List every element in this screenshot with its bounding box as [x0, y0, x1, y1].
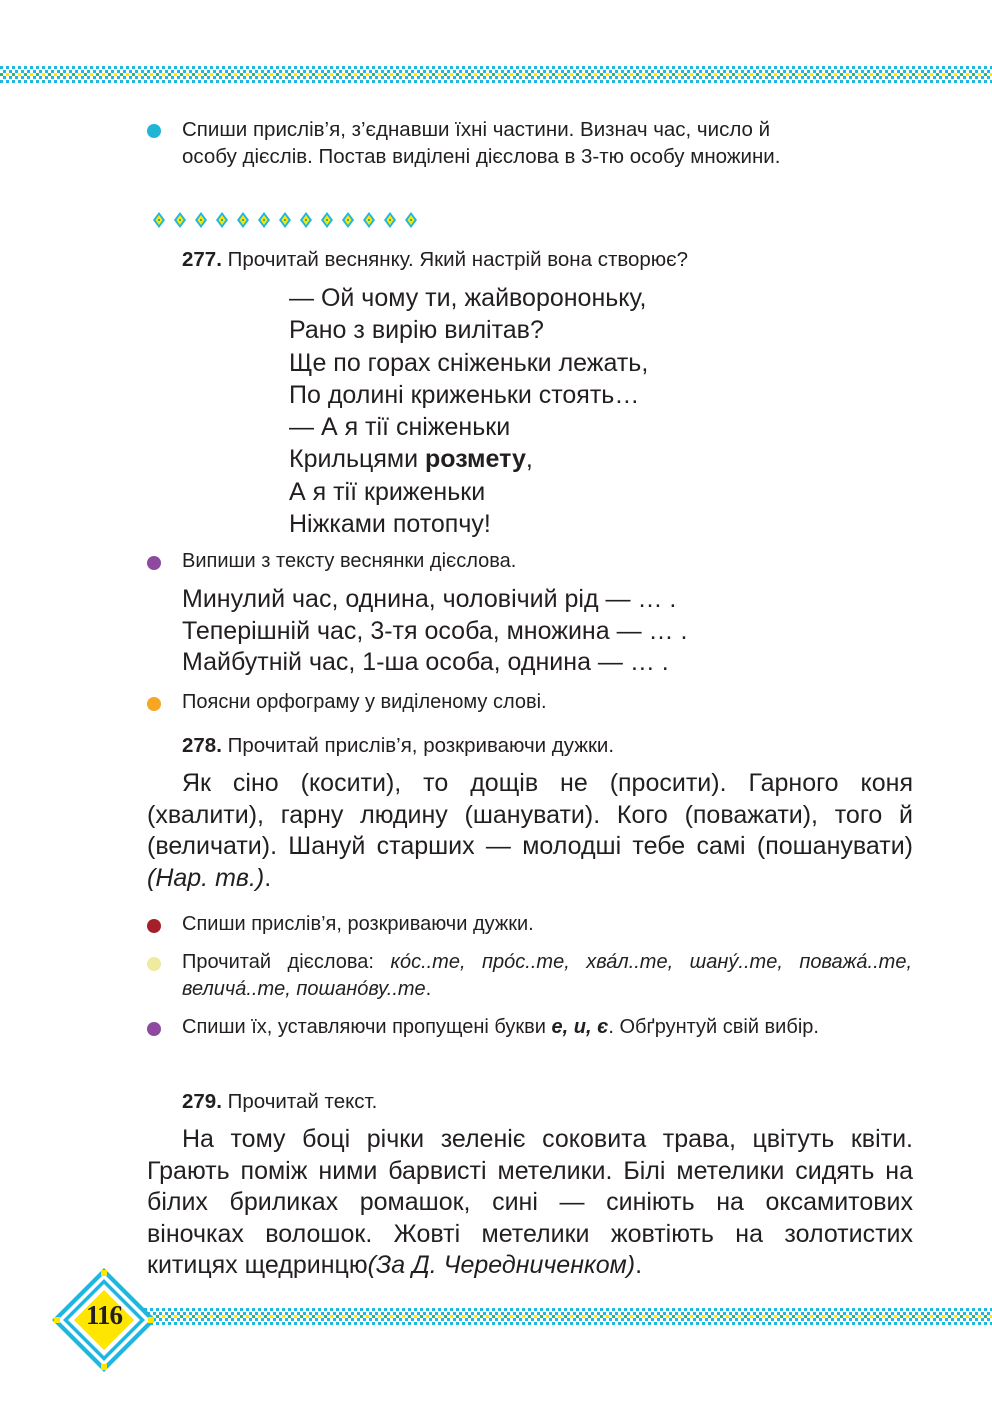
task-instruction: Спиши їх, уставляючи пропущені букви е, и, є. Обґрунтуй свій вибір.: [182, 1016, 819, 1038]
task-bullet-cyan: [147, 124, 161, 138]
exercise-279-heading: [182, 1090, 377, 1114]
butterflies-text: На тому боці річки зеленіє соковита трава, цвітуть квіти. Грають поміж ними барвисті метелики. Білі метелики сидять на білих бриликах ромашок, сині — синіють на оксамитових віночках волошок. Жовті метелики жовтіють на золотистих китицях щедринцю(За Д. Чередниченком).: [147, 1125, 913, 1280]
list-item: Минулий час, однина, чоловічий рід — … .: [182, 585, 677, 613]
highlighted-word: розмету: [425, 445, 526, 474]
bottom-ornament-border: [120, 1305, 992, 1327]
exercise-number: 279.: [182, 1090, 222, 1113]
task-instruction: Прочитай дієслова: ко́с..те, про́с..те, хва́л..те, шану́..те, поважа́..те, велича́..те, пошано́ву..те.: [182, 951, 912, 1000]
verb-form-list: [182, 584, 687, 679]
proverbs-text: Як сіно (косити), то дощів не (просити). Гарного коня (хвалити), гарну людину (шанувати). Кого (поважати), того й (величати). Шануй старших — молодші тебе самі (пошанувати) (Нар. тв.).: [147, 769, 913, 892]
exercise-278-heading: [182, 734, 614, 758]
poem-line: Рано з вирію вилітав?: [289, 316, 544, 345]
task-bullet-purple: [147, 1022, 161, 1036]
top-ornament-border: [0, 63, 992, 85]
task-instruction: Спиши прислів’я, з’єднавши їхні частини. Визнач час, число й особу дієслів. Постав виділені дієслова в 3-тю особу множини.: [182, 118, 781, 168]
task-bullet-purple: [147, 556, 161, 570]
exercise-instruction: Прочитай веснянку. Який настрій вона створює?: [227, 248, 689, 271]
list-item: Майбутній час, 1-ша особа, однина — … .: [182, 648, 669, 676]
missing-letters: е, и, є: [551, 1016, 609, 1038]
page-number: 116: [85, 1300, 122, 1330]
task-bullet-orange: [147, 697, 161, 711]
exercise-instruction: Прочитай прислів’я, розкриваючи дужки.: [227, 734, 615, 757]
poem-line: Ще по горах сніженьки лежать,: [289, 348, 649, 377]
exercise-number: 277.: [182, 248, 222, 271]
poem-line: — А я тії сніженьки: [289, 413, 511, 442]
poem-line: Крильцями розмету,: [289, 445, 533, 474]
section-divider-ornament: [152, 211, 422, 229]
task-instruction: Поясни орфограму у виділеному слові.: [182, 691, 547, 713]
exercise-277-heading: [182, 248, 688, 272]
exercise-number: 278.: [182, 734, 222, 757]
task-instruction: Спиши прислів’я, розкриваючи дужки.: [182, 913, 534, 935]
source-attribution: (За Д. Чередниченком): [367, 1251, 636, 1280]
poem-line: А я тії криженьки: [289, 477, 486, 506]
exercise-instruction: Прочитай текст.: [227, 1090, 378, 1113]
poem-line: По долині криженьки стоять…: [289, 380, 640, 409]
task-bullet-red: [147, 919, 161, 933]
poem-line: Ніжками потопчу!: [289, 510, 491, 539]
poem-vesnianka: [289, 282, 648, 540]
task-bullet-pale-yellow: [147, 957, 161, 971]
task-instruction: Випиши з тексту веснянки дієслова.: [182, 550, 517, 572]
poem-line: — Ой чому ти, жайворононьку,: [289, 284, 647, 312]
source-attribution: (Нар. тв.): [147, 863, 265, 892]
list-item: Теперішній час, 3-тя особа, множина — … .: [182, 616, 688, 645]
verb-forms: ко́с..те, про́с..те, хва́л..те, шану́..те, поважа́..те, велича́..те, пошано́ву..те: [182, 951, 912, 1000]
